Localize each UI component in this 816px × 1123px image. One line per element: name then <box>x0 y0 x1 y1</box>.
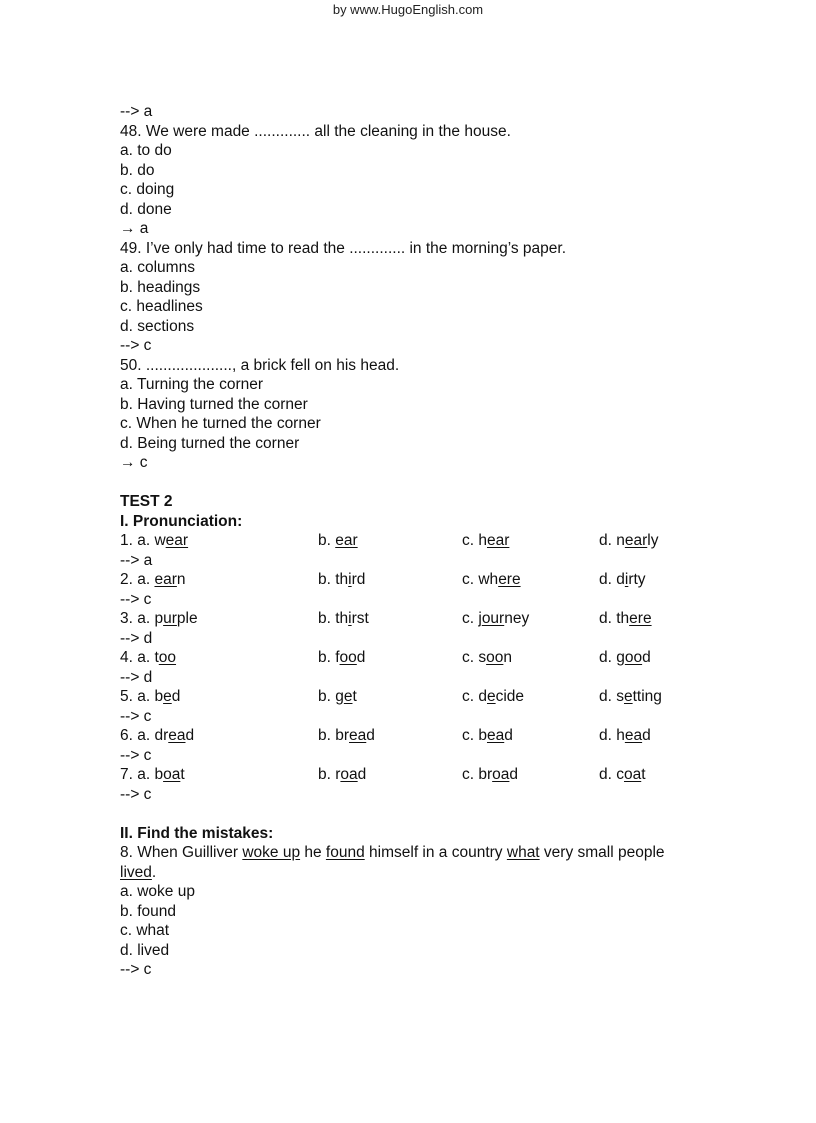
underlined-sound: ea <box>624 727 643 744</box>
pronunciation-option: c. decide <box>462 688 525 705</box>
pronunciation-option: b. food <box>318 649 366 666</box>
underlined-sound: oa <box>340 766 358 783</box>
answer-key: --> c <box>120 785 152 803</box>
source-header: by www.HugoEnglish.com <box>332 2 484 17</box>
pronunciation-option: 7. a. boat <box>120 766 185 783</box>
underlined-sound: oa <box>492 766 510 783</box>
answer-key: → c <box>120 454 148 471</box>
pronunciation-option: 1. a. wear <box>120 532 189 549</box>
option: a. to do <box>120 142 172 159</box>
option: c. When he turned the corner <box>120 415 321 432</box>
pronunciation-option: c. where <box>462 571 521 588</box>
option: b. found <box>120 902 177 920</box>
question-50: 50. ...................., a brick fell on his head. <box>120 356 400 374</box>
pronunciation-option: c. bead <box>462 727 513 744</box>
pronunciation-row <box>120 726 720 746</box>
pronunciation-option: d. head <box>599 727 651 744</box>
option: a. columns <box>120 259 195 276</box>
underlined-sound: oo <box>339 649 357 666</box>
document-body <box>120 102 720 980</box>
pronunciation-option: b. road <box>318 766 367 783</box>
underlined-sound: oo <box>158 649 177 666</box>
underlined-sound: i <box>624 571 629 588</box>
answer-key: → a <box>120 220 149 237</box>
underlined-sound: ea <box>486 727 505 744</box>
pronunciation-option: 2. a. earn <box>120 571 186 588</box>
pronunciation-option: 5. a. bed <box>120 688 181 705</box>
option: c. headlines <box>120 298 203 315</box>
answer-key: --> d <box>120 629 153 647</box>
underlined-sound: e <box>486 688 496 705</box>
option: b. Having turned the corner <box>120 395 308 413</box>
option: d. Being turned the corner <box>120 434 300 452</box>
question-48: 48. We were made ............. all the cleaning in the house. <box>120 122 511 140</box>
underlined-sound: ear <box>165 532 189 549</box>
pronunciation-option: c. hear <box>462 532 510 549</box>
pronunciation-option: b. thirst <box>318 610 369 627</box>
test-title: TEST 2 <box>120 493 173 510</box>
underlined-sound: e <box>163 688 172 705</box>
underlined-word: what <box>506 844 540 861</box>
underlined-sound: ea <box>168 727 186 744</box>
pronunciation-row <box>120 765 720 785</box>
underlined-word: woke up <box>242 844 301 861</box>
underlined-sound: e <box>623 688 633 705</box>
answer-key: --> c <box>120 961 152 978</box>
underlined-sound: oo <box>486 649 504 666</box>
option: b. headings <box>120 278 201 296</box>
answer-key: --> c <box>120 707 152 725</box>
option: d. lived <box>120 941 170 959</box>
underlined-sound: our <box>481 610 505 627</box>
option: d. sections <box>120 317 195 335</box>
underlined-sound: ere <box>629 610 652 627</box>
answer-key: --> a <box>120 551 153 569</box>
underlined-sound: ear <box>335 532 358 549</box>
option: d. done <box>120 200 172 218</box>
pronunciation-option: b. get <box>318 688 357 705</box>
underlined-word: found <box>325 844 365 861</box>
answer-key: --> c <box>120 337 152 354</box>
underlined-sound: ea <box>349 727 367 744</box>
option: a. Turning the corner <box>120 376 264 393</box>
pronunciation-option: d. dirty <box>599 571 646 588</box>
underlined-sound: ear <box>154 571 177 588</box>
pronunciation-row <box>120 648 720 668</box>
answer-key: --> c <box>120 590 152 608</box>
section-title-pronunciation: I. Pronunciation: <box>120 512 243 530</box>
pronunciation-option: d. coat <box>599 766 646 783</box>
pronunciation-row <box>120 531 720 551</box>
pronunciation-option: d. good <box>599 649 651 666</box>
pronunciation-option: b. bread <box>318 727 375 744</box>
underlined-sound: i <box>348 571 352 588</box>
underlined-sound: ear <box>486 532 510 549</box>
underlined-sound: oo <box>624 649 643 666</box>
pronunciation-row <box>120 570 720 590</box>
answer-key: --> c <box>120 746 152 764</box>
question-49: 49. I’ve only had time to read the ............. in the morning’s paper. <box>120 239 567 257</box>
answer-key: --> d <box>120 668 153 686</box>
pronunciation-row <box>120 609 720 629</box>
pronunciation-option: d. there <box>599 610 652 627</box>
underlined-sound: ur <box>163 610 177 627</box>
answer-key: --> a <box>120 103 153 120</box>
pronunciation-option: b. third <box>318 571 366 588</box>
option: c. what <box>120 922 170 939</box>
underlined-sound: ere <box>498 571 521 588</box>
pronunciation-option: b. ear <box>318 532 358 549</box>
pronunciation-option: 3. a. purple <box>120 610 198 627</box>
option: b. do <box>120 161 155 179</box>
pronunciation-option: d. nearly <box>599 532 659 549</box>
option: a. woke up <box>120 883 195 900</box>
underlined-word: lived <box>120 863 152 881</box>
pronunciation-row <box>120 687 720 707</box>
underlined-sound: ear <box>624 532 648 549</box>
underlined-sound: i <box>348 610 352 627</box>
pronunciation-list <box>120 531 720 804</box>
pronunciation-option: d. setting <box>599 688 662 705</box>
pronunciation-option: c. journey <box>462 610 530 627</box>
underlined-sound: e <box>343 688 353 705</box>
pronunciation-option: c. broad <box>462 766 519 783</box>
section-title-mistakes: II. Find the mistakes: <box>120 824 274 842</box>
option: c. doing <box>120 181 175 198</box>
question-8-continued: lived. <box>120 863 157 881</box>
pronunciation-option: 6. a. dread <box>120 727 195 744</box>
underlined-sound: oa <box>163 766 181 783</box>
underlined-sound: oa <box>623 766 642 783</box>
question-8: 8. When Guilliver woke up he found himself in a country what very small people <box>120 844 665 861</box>
pronunciation-option: c. soon <box>462 649 512 666</box>
pronunciation-option: 4. a. too <box>120 649 177 666</box>
